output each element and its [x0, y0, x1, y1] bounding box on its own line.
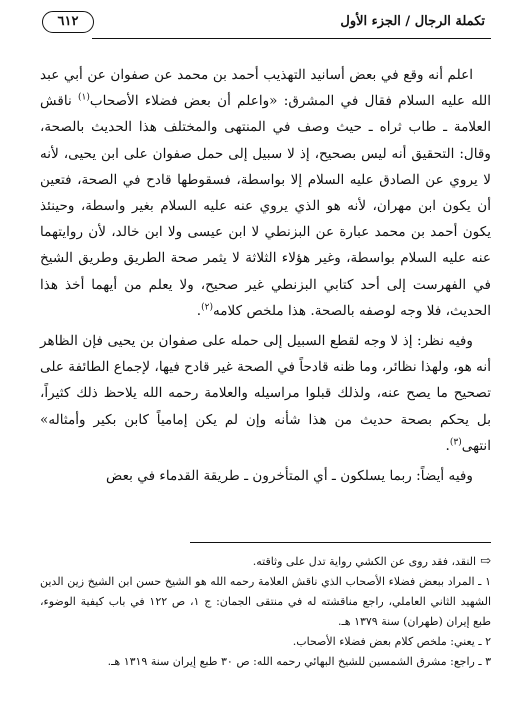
arrow-right-icon: ⇨ — [480, 554, 491, 569]
footnote-continuation-text: النقد، فقد روى عن الكشي رواية تدل على وثاقته. — [252, 555, 477, 568]
paragraph-3-text: وفيه أيضاً: ربما يسلكون ـ أي المتأخرون ـ طريقة القدماء في بعض — [105, 468, 473, 485]
footnotes — [40, 552, 491, 672]
paragraph-1-text: اعلم أنه وقع في بعض أسانيد التهذيب أحمد بن محمد عن صفوان عن أبي عبد الله عليه السلام فقال في المشرق: «واعلم أن بعض فضلاء الأصحاب — [40, 67, 491, 110]
paragraph-2-text: وفيه نظر: إذ لا وجه لقطع السبيل إلى حمله على صفوان بن يحيى فإن الظاهر أنه هو، ولهذا نظائر، وما ظنه قادحاً في الصحة غير قادح فيها، لإجماع الطائفة على تصحيح ما يصح عنه، ولذلك قبلوا مراسيله والعلامة رحمه الله يلاحظ ذلك كثيراً، بل يحكم بصحة حديث من هذا شأنه وإن لم يكن إمامياً كابن بكير وأمثاله» انتهى — [40, 333, 491, 454]
footnote-continuation — [40, 552, 491, 572]
paragraph-1-end: . — [196, 302, 202, 319]
page-number: ٦١٢ — [42, 11, 94, 33]
footnote-ref-3: (٣) — [449, 437, 462, 448]
paragraph-1 — [40, 62, 491, 324]
header-rule — [92, 38, 491, 39]
paragraph-2-end: . — [445, 437, 450, 454]
page-header — [42, 14, 491, 48]
main-text — [40, 62, 491, 489]
footnote-1: ١ ـ المراد ببعض فضلاء الأصحاب الذي ناقش العلامة رحمه الله هو الشيخ حسن ابن الشيخ زين الدين الشهيد الثاني العاملي، راجع مناقشته له في منتقى الجمان: ج ١، ص ١٢٢ في باب كيفية الوضوء، طبع إيران (طهران) سنة ١٣٧٩ هـ. — [40, 575, 491, 628]
paragraph-1-text-cont: ناقش العلامة ـ طاب ثراه ـ حيث وصف في المنتهى والمختلف هذا الحديث بالصحة، وقال: التحقيق أنه ليس بصحيح، إذ لا سبيل إلى حمل صفوان على ابن يحيى، لأنه لا يروي عن الصادق عليه السلام إلا بواسطة، فسقوطها قادح في الصحة، فتعين أن يكون ابن مهران، لأنه هو الذي يروي عنه عليه السلام بغير واسطة، وحينئذ يكون أحمد بن محمد عبارة عن البزنطي لا ابن عيسى ولا ابن خالد، لأن روايتهما عنه عليه السلام بواسطة، وغير هؤلاء الثلاثة لا يثمر صحة الطريق وطريق الشيخ في الفهرست إلى أحد كتابي البزنطي غير صحيح، ولا يعلم من أيهما أخذ هذا الحديث، فلا وجه لوصفه بالصحة. هذا ملخص كلامه — [40, 93, 491, 319]
running-title: تكملة الرجال / الجزء الأول — [340, 14, 485, 29]
footnote-2: ٢ ـ يعني: ملخص كلام بعض فضلاء الأصحاب. — [292, 635, 491, 648]
paragraph-2 — [40, 328, 491, 459]
footnote-ref-2: (٢) — [201, 302, 213, 313]
footnote-rule — [190, 542, 491, 543]
paragraph-3 — [40, 463, 491, 489]
footnote-3: ٣ ـ راجع: مشرق الشمسين للشيخ البهائي رحمه الله: ص ٣٠ طبع إيران سنة ١٣١٩ هـ. — [107, 655, 491, 668]
footnote-ref-1: (١) — [78, 92, 90, 103]
